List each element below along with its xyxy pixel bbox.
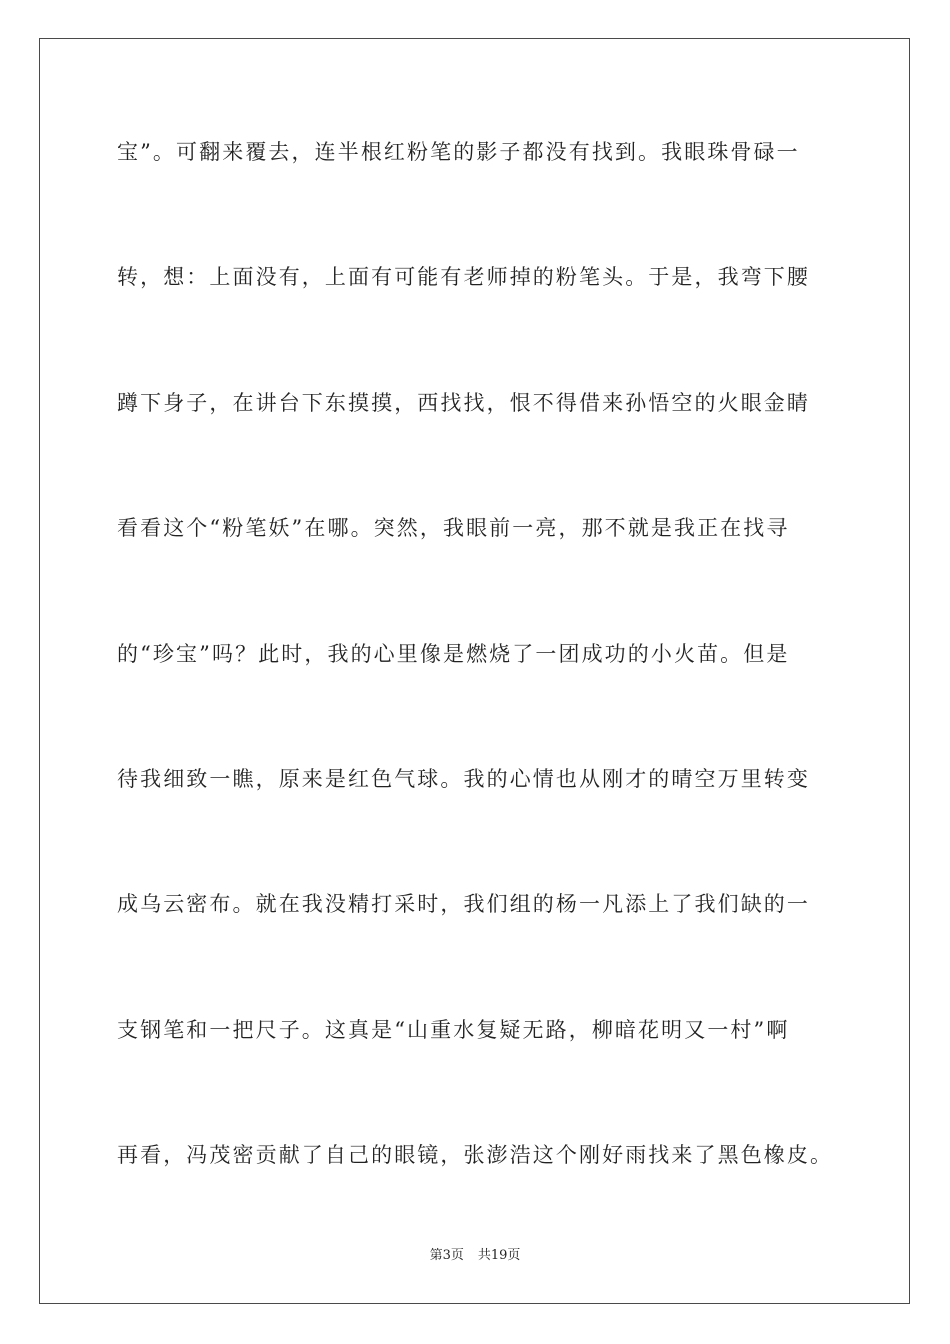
text-line: 支钢笔和一把尺子。这真是“山重水复疑无路，柳暗花明又一村”啊 <box>117 1017 790 1042</box>
text-line: 看看这个“粉笔妖”在哪。突然，我眼前一亮，那不就是我正在找寻 <box>117 516 790 541</box>
text-line: 再看，冯茂密贡献了自己的眼镜，张澎浩这个刚好雨找来了黑色橡皮。 <box>117 1143 834 1168</box>
text-line: 转，想：上面没有，上面有可能有老师掉的粉笔头。于是，我弯下腰 <box>117 265 810 290</box>
text-line: 蹲下身子，在讲台下东摸摸，西找找，恨不得借来孙悟空的火眼金睛 <box>117 390 810 415</box>
page-footer <box>0 1246 950 1266</box>
page-number: 第3页 <box>429 1248 464 1263</box>
text-line: 成乌云密布。就在我没精打采时，我们组的杨一凡添上了我们缺的一 <box>117 892 810 917</box>
page-total: 共19页 <box>477 1248 521 1263</box>
text-line: 宝”。可翻来覆去，连半根红粉笔的影子都没有找到。我眼珠骨碌一 <box>117 140 800 164</box>
text-line: 待我细致一瞧，原来是红色气球。我的心情也从刚才的晴空万里转变 <box>117 766 810 791</box>
body-text <box>117 132 837 1261</box>
text-line: 的“珍宝”吗？此时，我的心里像是燃烧了一团成功的小火苗。但是 <box>117 641 790 666</box>
